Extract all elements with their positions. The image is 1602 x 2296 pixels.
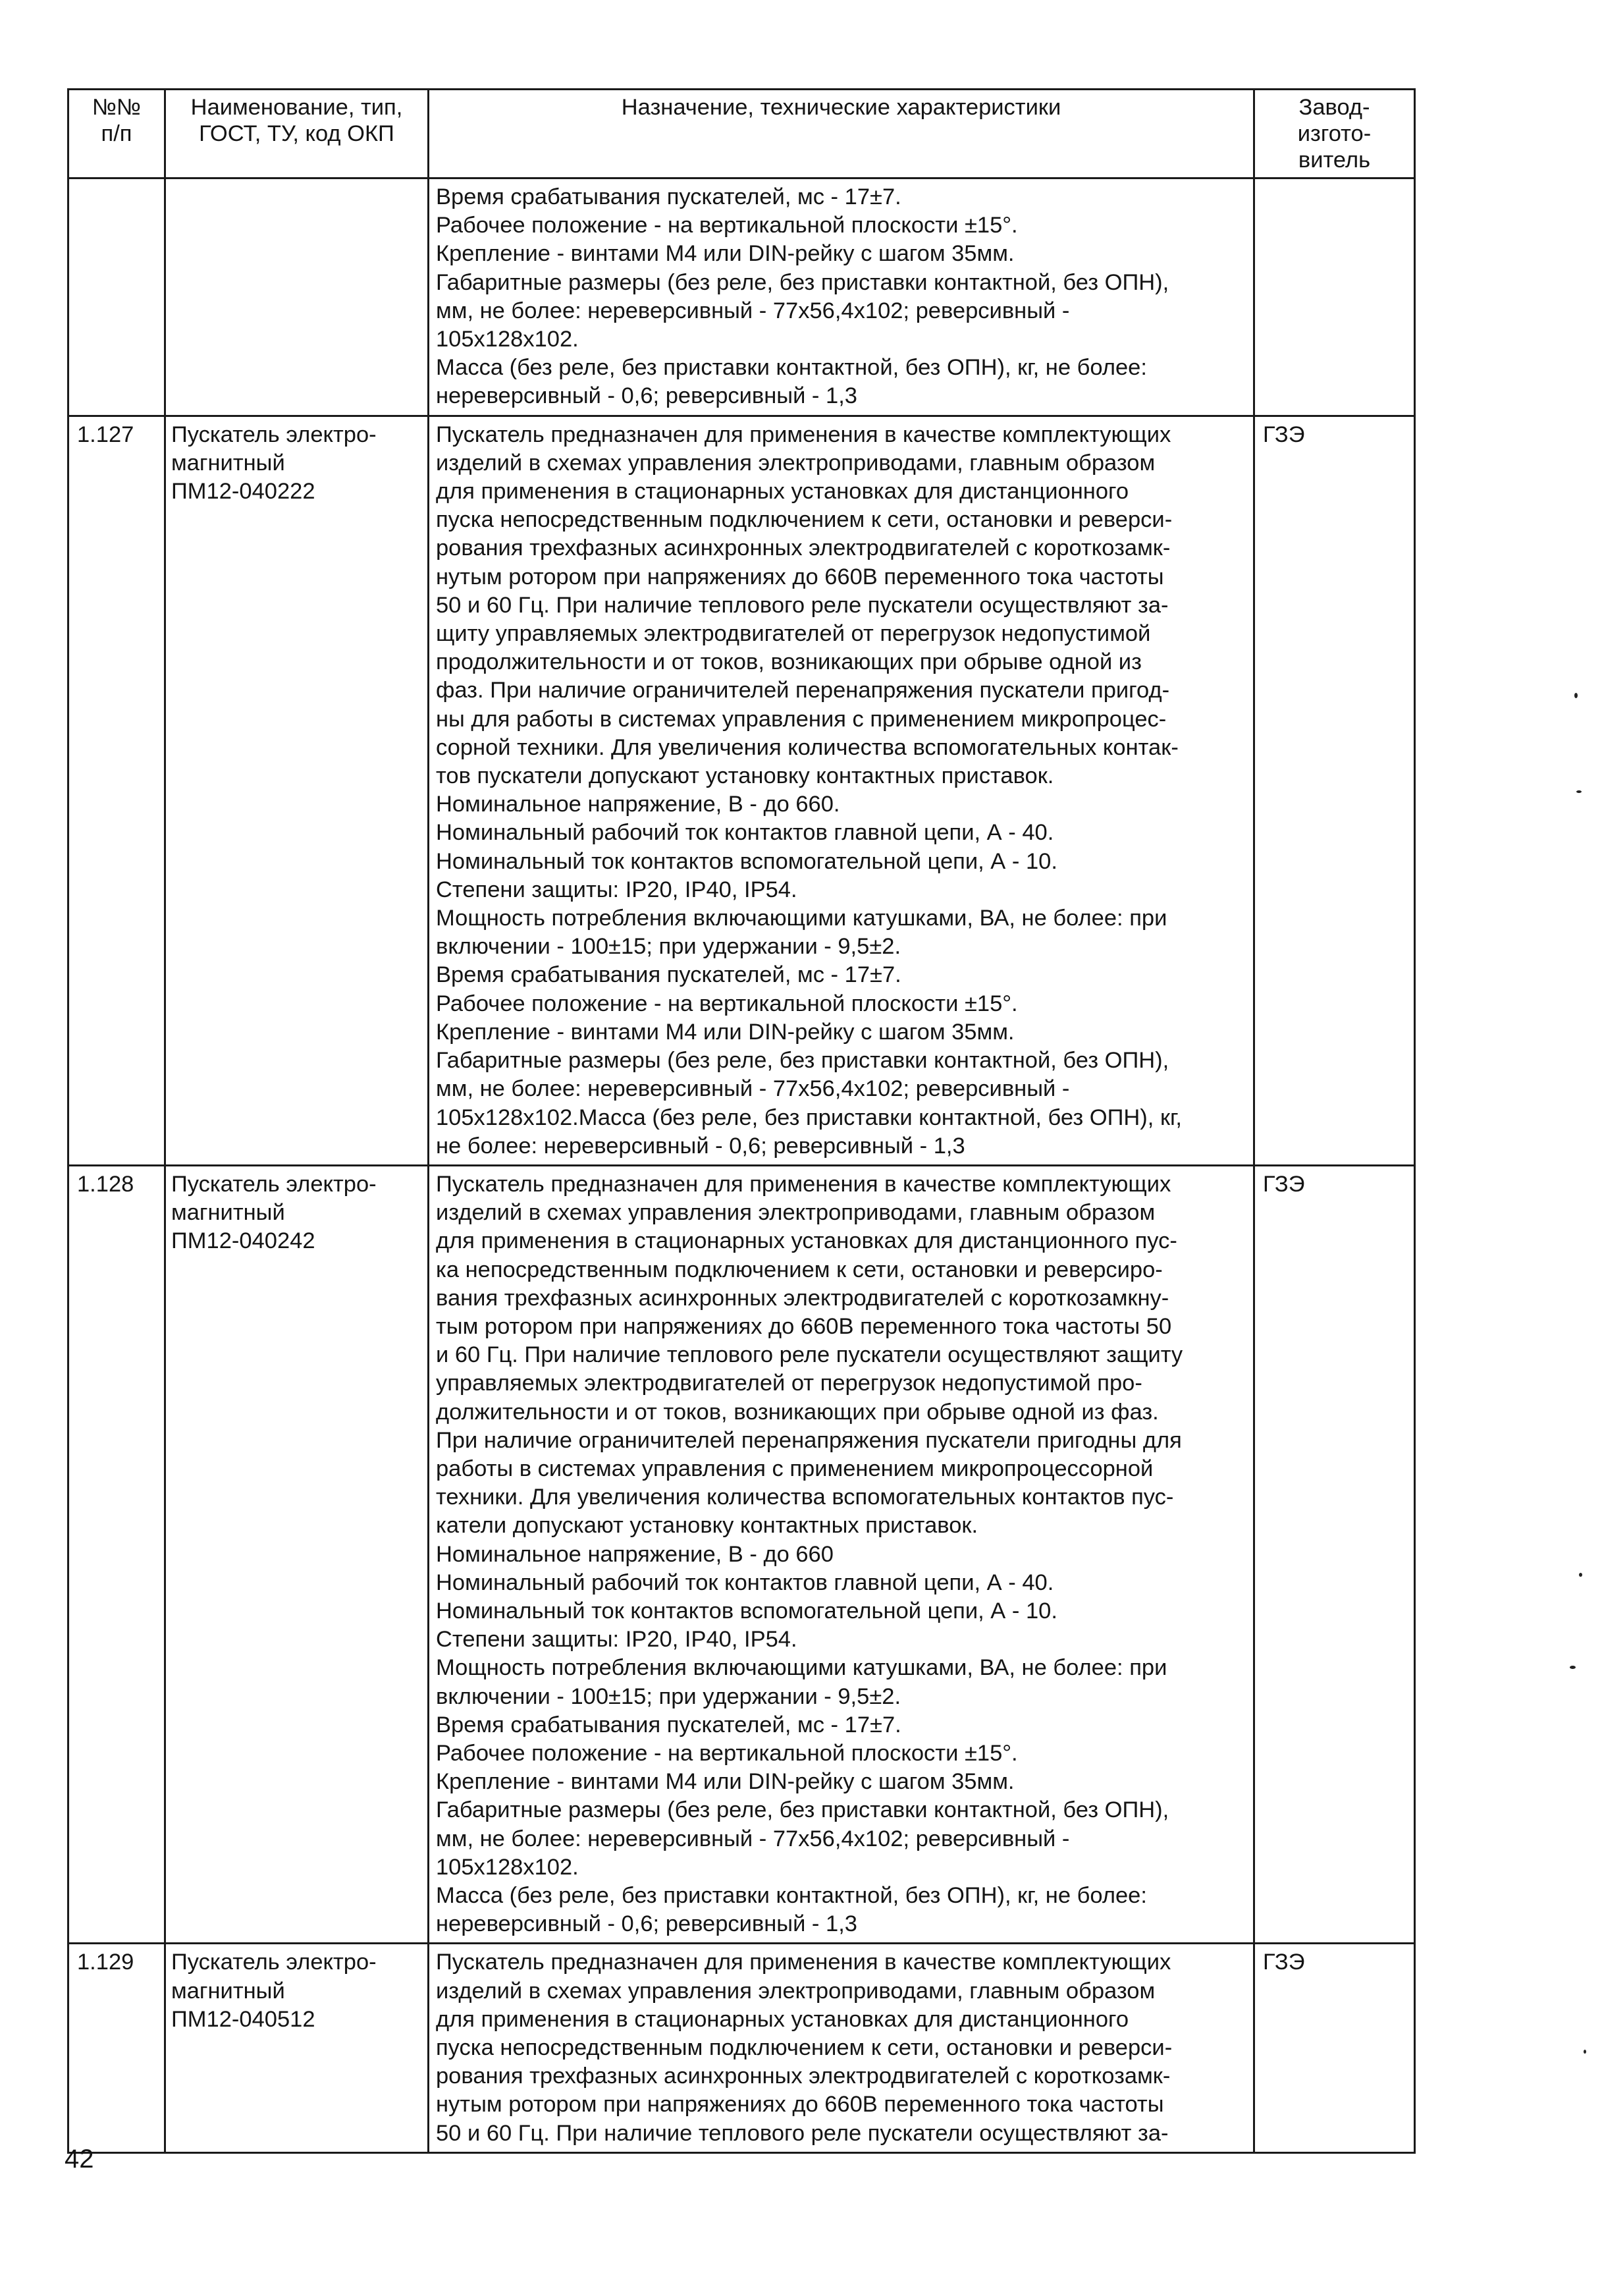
header-num [68, 90, 165, 178]
header-row [68, 90, 1415, 178]
description-line: катели допускают установку контактных приставок. [436, 1513, 978, 1539]
description-line: ны для работы в системах управления с применением микропроцес- [436, 706, 1167, 732]
scan-speck [1576, 790, 1582, 793]
cell-manufacturer: ГЗЭ [1254, 1944, 1415, 2152]
description-line: Время срабатывания пускателей, мс - 17±7. [436, 184, 901, 209]
header-desc [429, 90, 1254, 178]
description-line: Габаритные размеры (без реле, без приставки контактной, без ОПН), [436, 269, 1169, 295]
description-line: пуска непосредственным подключением к сети, остановки и реверси- [436, 2035, 1173, 2060]
description-line: мм, не более: нереверсивный - 77х56,4х102; реверсивный - [436, 1826, 1070, 1851]
description-line: щиту управляемых электродвигателей от перегрузок недопустимой [436, 621, 1151, 647]
description-line: Степени защиты: IP20, IP40, IP54. [436, 877, 797, 902]
name-line: Пускатель электро- [171, 1950, 377, 1975]
description-line: не более: нереверсивный - 0,6; реверсивный - 1,3 [436, 1133, 965, 1159]
header-name-line: ГОСТ, ТУ, код ОКП [199, 121, 394, 146]
description-line: включении - 100±15; при удержании - 9,5±2. [436, 934, 901, 960]
description-line: ка непосредственным подключением к сети, остановки и реверсиро- [436, 1257, 1163, 1282]
table-body [68, 178, 1415, 2153]
description-line: продолжительности и от токов, возникающих при обрыве одной из [436, 649, 1142, 675]
description-line: Номинальное напряжение, В - до 660 [436, 1541, 834, 1567]
description-line: Масса (без реле, без приставки контактной, без ОПН), кг, не более: [436, 355, 1147, 381]
header-num-line: п/п [101, 121, 132, 146]
cell-manufacturer: ГЗЭ [1254, 416, 1415, 1165]
scan-speck [1570, 1666, 1576, 1669]
cell-name [165, 1165, 429, 1943]
spec-table [67, 88, 1416, 2154]
cell-name [165, 178, 429, 416]
description-line: фаз. При наличие ограничителей перенапряжения пускатели пригод- [436, 678, 1170, 703]
description-line: 105х128х102.Масса (без реле, без приставки контактной, без ОПН), кг, [436, 1105, 1182, 1130]
description-line: Пускатель предназначен для применения в качестве комплектующих [436, 422, 1171, 447]
description-line: мм, не более: нереверсивный - 77х56,4х102; реверсивный - [436, 1076, 1070, 1102]
cell-number: 1.128 [68, 1165, 165, 1943]
name-line: магнитный [171, 450, 285, 476]
description-line: Время срабатывания пускателей, мс - 17±7. [436, 962, 901, 988]
description-line: Крепление - винтами М4 или DIN-рейку с шагом 35мм. [436, 1019, 1015, 1045]
cell-number [68, 178, 165, 416]
description-line: При наличие ограничителей перенапряжения пускатели пригодны для [436, 1427, 1182, 1453]
name-line: магнитный [171, 1200, 285, 1226]
description-line: изделий в схемах управления электроприводами, главным образом [436, 1978, 1156, 2004]
description-line: Время срабатывания пускателей, мс - 17±7. [436, 1712, 901, 1737]
header-name-line: Наименование, тип, [190, 95, 403, 120]
table-row [68, 1165, 1415, 1943]
header-desc-line: Назначение, технические характеристики [621, 95, 1061, 120]
cell-name [165, 1944, 429, 2152]
description-line: для применения в стационарных установках для дистанционного [436, 479, 1129, 505]
description-line: нутым ротором при напряжениях до 660В переменного тока частоты [436, 564, 1164, 589]
scan-speck [1574, 693, 1578, 698]
name-line: Пускатель электро- [171, 422, 377, 447]
header-mfr [1254, 90, 1415, 178]
description-line: включении - 100±15; при удержании - 9,5±2. [436, 1683, 901, 1709]
table-row [68, 178, 1415, 416]
cell-manufacturer [1254, 178, 1415, 416]
name-line: ПМ12-040242 [171, 1228, 315, 1254]
header-name [165, 90, 429, 178]
description-line: тым ротором при напряжениях до 660В переменного тока частоты 50 [436, 1313, 1172, 1339]
cell-name [165, 416, 429, 1165]
description-line: 105х128х102. [436, 327, 579, 352]
table-row [68, 416, 1415, 1165]
description-line: Номинальный рабочий ток контактов главной цепи, А - 40. [436, 820, 1054, 846]
description-line: 105х128х102. [436, 1854, 579, 1880]
description-line: работы в системах управления с применением микропроцессорной [436, 1456, 1154, 1481]
description-line: рования трехфазных асинхронных электродвигателей с короткозамк- [436, 2064, 1171, 2089]
description-line: Пускатель предназначен для применения в качестве комплектующих [436, 1950, 1171, 1975]
name-line: магнитный [171, 1978, 285, 2004]
description-line: 50 и 60 Гц. При наличие теплового реле пускатели осуществляют за- [436, 2120, 1169, 2146]
header-mfr-line: изгото- [1297, 121, 1372, 146]
table-header [68, 90, 1415, 178]
description-line: мм, не более: нереверсивный - 77х56,4х102; реверсивный - [436, 298, 1070, 323]
header-mfr-line: Завод- [1298, 95, 1370, 120]
name-line: ПМ12-040222 [171, 479, 315, 505]
description-line: для применения в стационарных установках для дистанционного [436, 2006, 1129, 2032]
description-line: Номинальное напряжение, В - до 660. [436, 792, 840, 817]
description-line: Номинальный ток контактов вспомогательной цепи, А - 10. [436, 848, 1057, 874]
description-line: и 60 Гц. При наличие теплового реле пускатели осуществляют защиту [436, 1342, 1183, 1368]
cell-description [429, 178, 1254, 416]
table-row [68, 1944, 1415, 2152]
cell-description [429, 416, 1254, 1165]
page-number: 42 [65, 2145, 94, 2173]
description-line: техники. Для увеличения количества вспомогательных контактов пус- [436, 1485, 1174, 1510]
description-line: управляемых электродвигателей от перегрузок недопустимой про- [436, 1371, 1142, 1396]
header-mfr-line: витель [1298, 148, 1371, 173]
cell-number: 1.127 [68, 416, 165, 1165]
description-line: Мощность потребления включающими катушками, ВА, не более: при [436, 1655, 1167, 1681]
description-line: рования трехфазных асинхронных электродвигателей с короткозамк- [436, 535, 1171, 561]
scan-speck [1584, 2050, 1586, 2054]
description-line: Номинальный рабочий ток контактов главной цепи, А - 40. [436, 1570, 1054, 1595]
description-line: тов пускатели допускают установку контактных приставок. [436, 763, 1054, 789]
name-line: ПМ12-040512 [171, 2006, 315, 2032]
description-line: Габаритные размеры (без реле, без приставки контактной, без ОПН), [436, 1797, 1169, 1823]
description-line: изделий в схемах управления электроприводами, главным образом [436, 450, 1156, 476]
description-line: нутым ротором при напряжениях до 660В переменного тока частоты [436, 2092, 1164, 2118]
cell-description [429, 1944, 1254, 2152]
description-line: Мощность потребления включающими катушками, ВА, не более: при [436, 906, 1167, 931]
description-line: Номинальный ток контактов вспомогательной цепи, А - 10. [436, 1598, 1057, 1624]
description-line: должительности и от токов, возникающих при обрыве одной из фаз. [436, 1399, 1159, 1425]
description-line: изделий в схемах управления электроприводами, главным образом [436, 1200, 1156, 1226]
cell-description [429, 1165, 1254, 1943]
description-line: пуска непосредственным подключением к сети, остановки и реверси- [436, 507, 1173, 533]
description-line: 50 и 60 Гц. При наличие теплового реле пускатели осуществляют за- [436, 592, 1169, 618]
description-line: Степени защиты: IP20, IP40, IP54. [436, 1627, 797, 1653]
description-line: Масса (без реле, без приставки контактной, без ОПН), кг, не более: [436, 1882, 1147, 1908]
description-line: Рабочее положение - на вертикальной плоскости ±15°. [436, 1740, 1018, 1766]
description-line: нереверсивный - 0,6; реверсивный - 1,3 [436, 1911, 857, 1937]
description-line: Пускатель предназначен для применения в качестве комплектующих [436, 1171, 1171, 1197]
header-num-line: №№ [92, 95, 142, 120]
name-line: Пускатель электро- [171, 1171, 377, 1197]
description-line: Крепление - винтами М4 или DIN-рейку с шагом 35мм. [436, 241, 1015, 267]
cell-manufacturer: ГЗЭ [1254, 1165, 1415, 1943]
description-line: Рабочее положение - на вертикальной плоскости ±15°. [436, 991, 1018, 1016]
description-line: Рабочее положение - на вертикальной плоскости ±15°. [436, 213, 1018, 238]
cell-number: 1.129 [68, 1944, 165, 2152]
description-line: Крепление - винтами М4 или DIN-рейку с шагом 35мм. [436, 1769, 1015, 1795]
description-line: вания трехфазных асинхронных электродвигателей с короткозамкну- [436, 1285, 1169, 1311]
description-line: для применения в стационарных установках для дистанционного пус- [436, 1228, 1177, 1254]
scan-speck [1579, 1573, 1582, 1577]
description-line: Габаритные размеры (без реле, без приставки контактной, без ОПН), [436, 1048, 1169, 1074]
description-line: нереверсивный - 0,6; реверсивный - 1,3 [436, 383, 857, 409]
description-line: сорной техники. Для увеличения количества вспомогательных контак- [436, 734, 1179, 760]
